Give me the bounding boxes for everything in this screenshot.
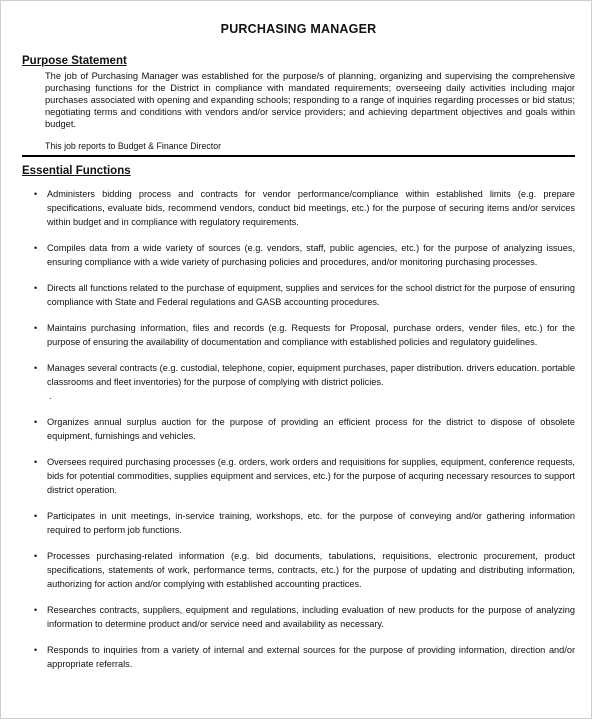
function-item (22, 281, 575, 309)
bullet-icon: • (34, 605, 38, 615)
function-text: Organizes annual surplus auction for the purpose of providing an efficient process for the district to dispose of obsolete equipment, furnishings and vehicles. (47, 417, 575, 441)
reports-to-line: This job reports to Budget & Finance Director (45, 141, 222, 151)
functions-list (22, 187, 575, 671)
bullet-icon: • (34, 243, 38, 253)
purpose-heading: Purpose Statement (22, 55, 127, 67)
function-text: Directs all functions related to the purchase of equipment, supplies and services for the school district for the purpose of ensuring compliance with State and Federal regulations and GASB accounting procedures. (47, 283, 575, 307)
section-divider (22, 155, 575, 157)
function-text: Researches contracts, suppliers, equipment and regulations, including evaluation of new products for the purpose of analyzing information to determine product and/or service need and availability as necessary. (47, 605, 575, 629)
function-item (22, 603, 575, 631)
function-text: Processes purchasing-related information (e.g. bid documents, tabulations, requisitions, electronic procurement, product specifications, statements of work, performance terms, contracts, etc.) for the purpose of updating and distributing information, authorizing for action and/or complying with established accounting practices. (47, 551, 575, 589)
bullet-icon: • (34, 189, 38, 199)
function-text: Participates in unit meetings, in-service training, workshops, etc. for the purpose of conveying and/or gathering information required to perform job functions. (47, 511, 575, 535)
function-item (22, 321, 575, 349)
document-page (22, 0, 575, 683)
function-item (22, 455, 575, 497)
function-item (22, 415, 575, 443)
bullet-icon: • (34, 551, 38, 561)
function-item (22, 187, 575, 229)
bullet-icon: • (34, 363, 38, 373)
function-text: Oversees required purchasing processes (e.g. orders, work orders and requisitions for supplies, equipment, conference requests, bids for potential commodities, supplies equipment and services, etc.) for the purpose of acquring necessary resources to support district operation. (47, 457, 575, 495)
function-item (22, 509, 575, 537)
function-item (22, 549, 575, 591)
bullet-icon: • (34, 457, 38, 467)
bullet-icon: • (34, 417, 38, 427)
function-text: Administers bidding process and contracts for vendor performance/compliance within established limits (e.g. prepare specifications, evaluate bids, recommend vendors, conduct bid meetings, etc.) for the purpose of securing items and/or services within budget and in compliance with regulatory requirements. (47, 189, 575, 227)
functions-heading: Essential Functions (22, 165, 131, 177)
function-trailing-mark: . (49, 391, 52, 401)
function-item (22, 643, 575, 671)
bullet-icon: • (34, 511, 38, 521)
bullet-icon: • (34, 645, 38, 655)
function-text: Manages several contracts (e.g. custodial, telephone, copier, equipment purchases, paper distribution. drivers education. portable classrooms and fleet inventories) for the purpose of complying with district policies. (47, 363, 575, 387)
function-text: Compiles data from a wide variety of sources (e.g. vendors, staff, public agencies, etc.) for the purpose of analyzing issues, ensuring compliance with a wide variety of purchasing policies and procedures, and/or monitoring purchasing processes. (47, 243, 575, 267)
function-text: Responds to inquiries from a variety of internal and external sources for the purpose of providing information, direction and/or appropriate referrals. (47, 645, 575, 669)
purpose-body: The job of Purchasing Manager was established for the purpose/s of planning, organizing and supervising the comprehensive purchasing functions for the District in compliance with mandated requirements; overseeing daily activities including major purchases associated with opening and expanding schools; responding to a range of inquiries regarding processes or bid status; negotiating terms and conditions with vendors and/or service providers; and achieving department objectives and goals within budget. (45, 71, 575, 129)
bullet-icon: • (34, 283, 38, 293)
function-item (22, 361, 575, 403)
function-item (22, 241, 575, 269)
document-title: PURCHASING MANAGER (220, 22, 377, 36)
bullet-icon: • (34, 323, 38, 333)
function-text: Maintains purchasing information, files and records (e.g. Requests for Proposal, purchase orders, vender files, etc.) for the purpose of ensuring the availability of documentation and compliance with established policies and regulatory guidelines. (47, 323, 575, 347)
